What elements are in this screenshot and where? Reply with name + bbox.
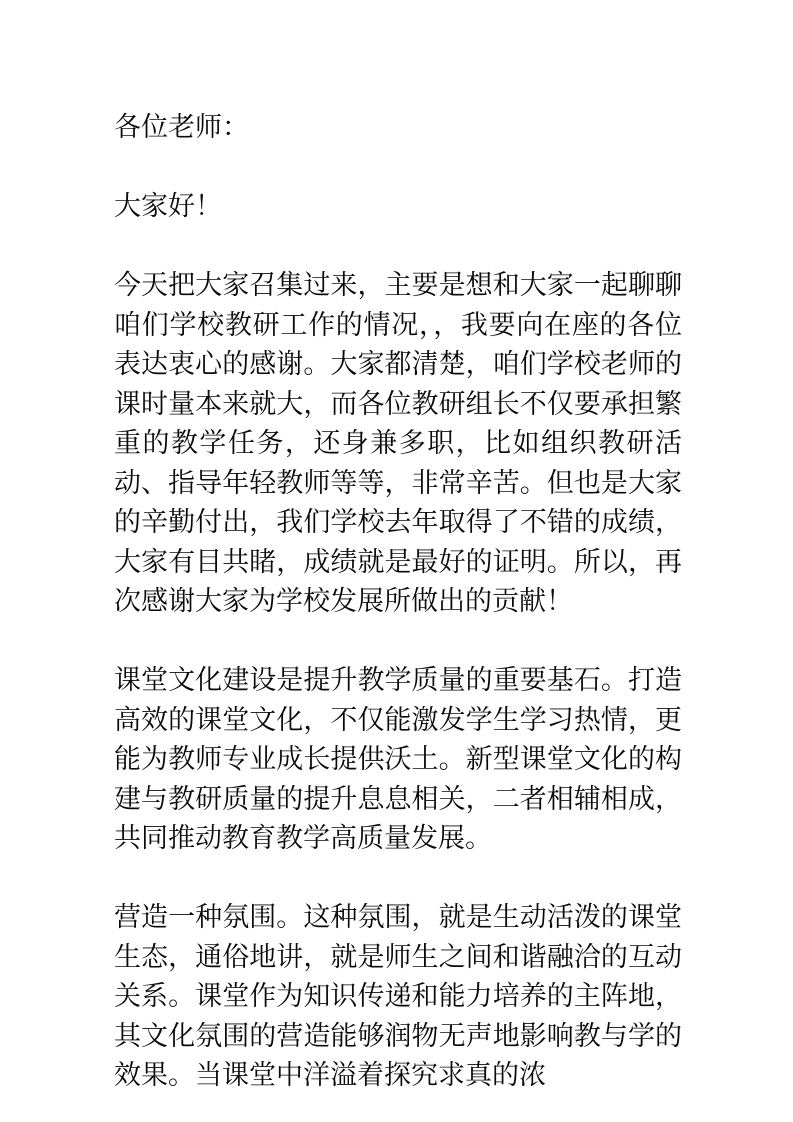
paragraph-salutation: 各位老师： [114,112,249,142]
paragraph-classroom-culture: 课堂文化建设是提升教学质量的重要基石。打造高效的课堂文化，不仅能激发学生学习热情，更能为教师专业成长提供沃土。新型课堂文化的构建与教研质量的提升息息相关，二者相辅相成，共同推动教育教学高质量发展。 [114,665,682,853]
paragraph-atmosphere: 营造一种氛围。这种氛围，就是生动活泼的课堂生态，通俗地讲，就是师生之间和谐融洽的互动关系。课堂作为知识传递和能力培养的主阵地，其文化氛围的营造能够润物无声地影响教与学的效果。当课堂中洋溢着探究求真的浓 [114,902,682,1090]
paragraph-greeting: 大家好！ [114,191,222,221]
paragraph-opening-thanks: 今天把大家召集过来，主要是想和大家一起聊聊咱们学校教研工作的情况，，我要向在座的各位表达衷心的感谢。大家都清楚，咱们学校老师的课时量本来就大，而各位教研组长不仅要承担繁重的教学任务，还身兼多职，比如组织教研活动、指导年轻教师等等，非常辛苦。但也是大家的辛勤付出，我们学校去年取得了不错的成绩，大家有目共睹，成绩就是最好的证明。所以，再次感谢大家为学校发展所做出的贡献！ [114,270,682,616]
document-body [114,108,682,1096]
